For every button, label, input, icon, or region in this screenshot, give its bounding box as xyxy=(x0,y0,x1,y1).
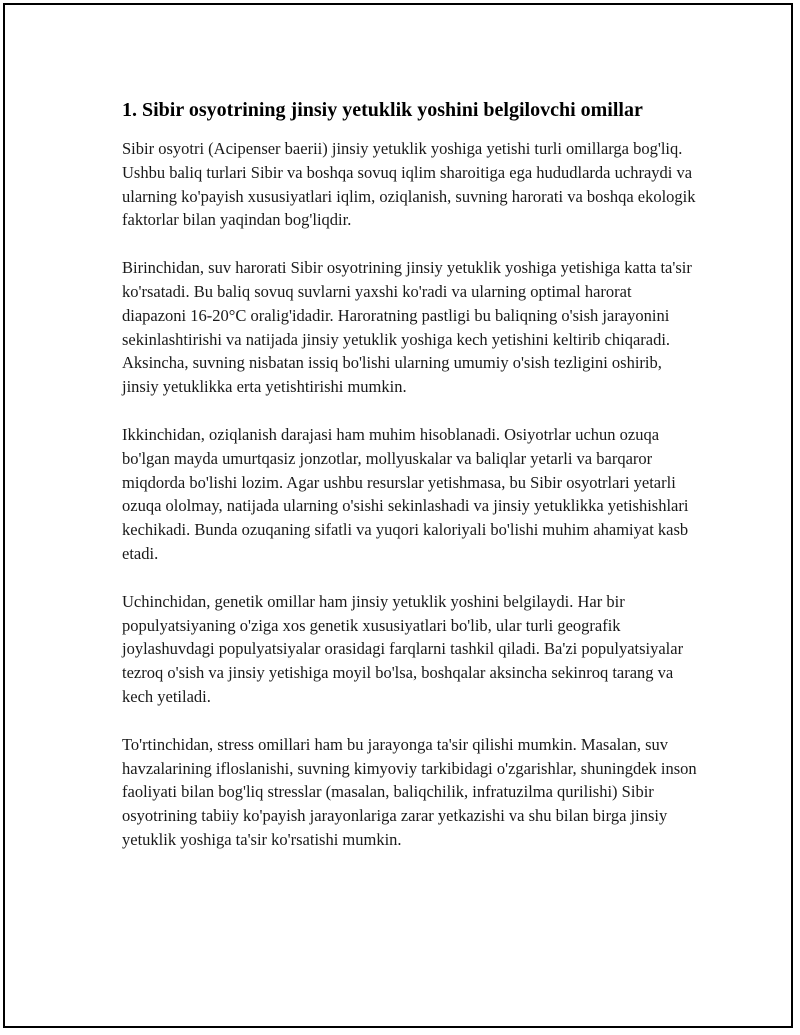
paragraph-intro: Sibir osyotri (Acipenser baerii) jinsiy yetuklik yoshiga yetishi turli omillarga bog'liq. Ushbu baliq turlari Sibir va boshqa sovuq iqlim sharoitiga ega hududlarda uchraydi va ularning ko'payish xususiyatlari iqlim, oziqlanish, suvning harorati va boshqa ekologik faktorlar bilan yaqindan bog'liqdir. xyxy=(122,139,696,230)
paragraph-stress-factors: To'rtinchidan, stress omillari ham bu jarayonga ta'sir qilishi mumkin. Masalan, suv havzalarining ifloslanishi, suvning kimyoviy tarkibidagi o'zgarishlar, shuningdek inson faoliyati bilan bog'liq stresslar (masalan, baliqchilik, infratuzilma qurilishi) Sibir osyotrining tabiiy ko'payish jarayonlariga zarar yetkazishi va shu bilan birga jinsiy yetuklik yoshiga ta'sir ko'rsatishi mumkin. xyxy=(122,734,697,849)
document-body xyxy=(122,97,698,876)
paragraph-genetic-factors: Uchinchidan, genetik omillar ham jinsiy yetuklik yoshini belgilaydi. Har bir populyatsiyaning o'ziga xos genetik xususiyatlari bo'lib, ular turli geografik joylashuvdagi populyatsiyalar orasidagi farqlarni tashkil qiladi. Ba'zi populyatsiyalar tezroq o'sish va jinsiy yetishiga moyil bo'lsa, boshqalar aksincha sekinroq tarang va kech yetiladi. xyxy=(122,591,684,706)
page-frame xyxy=(3,3,793,1028)
paragraph-nutrition: Ikkinchidan, oziqlanish darajasi ham muhim hisoblanadi. Osiyotrlar uchun ozuqa bo'lgan mayda umurtqasiz jonzotlar, mollyuskalar va baliqlar yetarli va barqaror miqdorda bo'lishi lozim. Agar ushbu resurslar yetishmasa, bu Sibir osyotrlari yetarli ozuqa ololmay, natijada ularning o'sishi sekinlashadi va jinsiy yetuklikka yetishishlari kechikadi. Bunda ozuqaning sifatli va yuqori kaloriyali bo'lishi muhim ahamiyat kasb etadi. xyxy=(122,424,689,563)
section-heading: 1. Sibir osyotrining jinsiy yetuklik yoshini belgilovchi omillar xyxy=(122,99,643,121)
paragraph-water-temperature: Birinchidan, suv harorati Sibir osyotrining jinsiy yetuklik yoshiga yetishiga katta ta'sir ko'rsatadi. Bu baliq sovuq suvlarni yaxshi ko'radi va ularning optimal harorat diapazoni 16-20°C oralig'idadir. Haroratning pastligi bu baliqning o'sish jarayonini sekinlashtirishi va natijada jinsiy yetuklik yoshiga kech yetishini keltirib chiqaradi. Aksincha, suvning nisbatan issiq bo'lishi ularning umumiy o'sish tezligini oshirib, jinsiy yetuklikka erta yetishtirishi mumkin. xyxy=(122,258,692,397)
